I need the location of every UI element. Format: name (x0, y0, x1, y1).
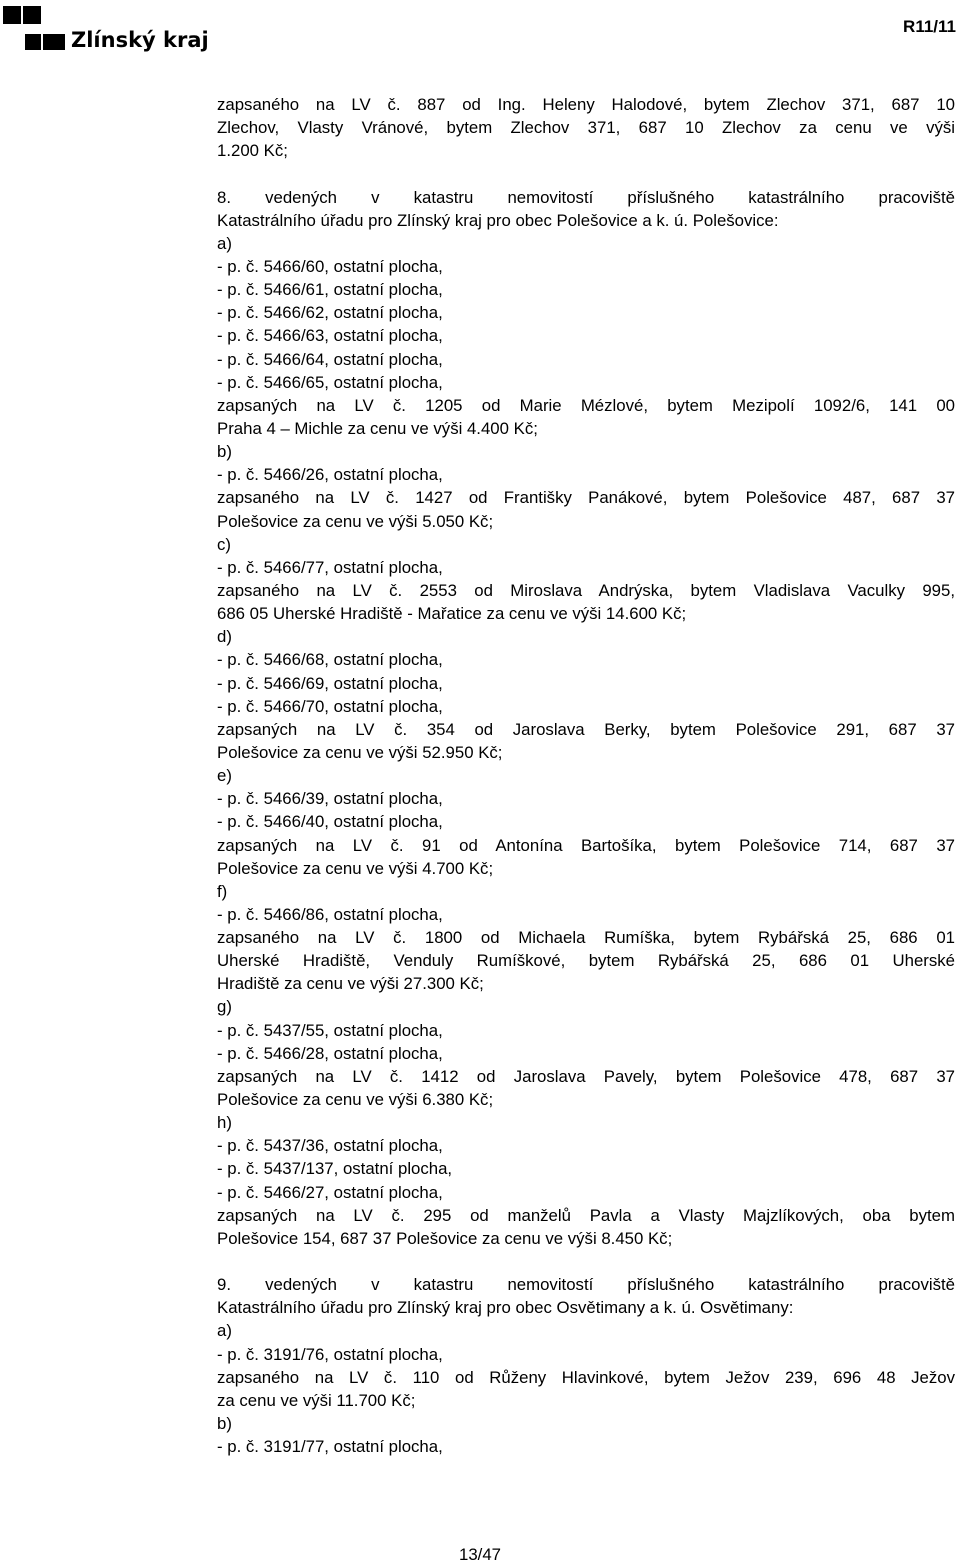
text-line: - p. č. 5466/68, ostatní plocha, (217, 650, 443, 670)
blank-line (217, 1250, 955, 1273)
text-line: - p. č. 5466/61, ostatní plocha, (217, 280, 443, 300)
text-line: 686 05 Uherské Hradiště - Mařatice za cenu ve výši 14.600 Kč; (217, 604, 687, 624)
text-line: Polešovice za cenu ve výši 4.700 Kč; (217, 858, 494, 878)
text-line: e) (217, 766, 232, 786)
text-line: Polešovice za cenu ve výši 52.950 Kč; (217, 742, 503, 762)
text-line: d) (217, 627, 232, 647)
text-line: 1.200 Kč; (217, 141, 288, 161)
document-body (217, 93, 955, 1458)
document-id: R11/11 (903, 17, 956, 36)
text-line: - p. č. 5466/86, ostatní plocha, (217, 904, 443, 924)
text-line: - p. č. 5437/55, ostatní plocha, (217, 1020, 443, 1040)
text-line: h) (217, 1113, 232, 1133)
text-line: - p. č. 5466/62, ostatní plocha, (217, 303, 443, 323)
text-line: a) (217, 233, 232, 253)
text-line: - p. č. 5466/63, ostatní plocha, (217, 326, 443, 346)
text-line: c) (217, 534, 231, 554)
text-line: - p. č. 5466/65, ostatní plocha, (217, 372, 443, 392)
text-line: Uherské Hradiště, Venduly Rumíškové, bytem Rybářská 25, 686 01 Uherské (217, 951, 955, 971)
text-line: - p. č. 3191/76, ostatní plocha, (217, 1344, 443, 1364)
text-line: - p. č. 5466/64, ostatní plocha, (217, 349, 443, 369)
text-line: zapsaného na LV č. 2553 od Miroslava Andrýska, bytem Vladislava Vaculky 995, (217, 580, 955, 600)
logo-squares-icon (3, 6, 67, 54)
text-line: Zlechov, Vlasty Vránové, bytem Zlechov 371, 687 10 Zlechov za cenu ve výši (217, 118, 955, 138)
text-line: - p. č. 5437/137, ostatní plocha, (217, 1159, 453, 1179)
text-line: - p. č. 5466/70, ostatní plocha, (217, 696, 443, 716)
text-line: Polešovice 154, 687 37 Polešovice za cenu ve výši 8.450 Kč; (217, 1228, 673, 1248)
text-line: a) (217, 1321, 232, 1341)
text-line: - p. č. 5466/69, ostatní plocha, (217, 673, 443, 693)
blank-line (217, 162, 955, 185)
text-line: zapsaného na LV č. 1800 od Michaela Rumíška, bytem Rybářská 25, 686 01 (217, 928, 955, 948)
zlinsky-kraj-logo (3, 6, 209, 54)
text-line: Polešovice za cenu ve výši 6.380 Kč; (217, 1090, 494, 1110)
text-line: - p. č. 5466/28, ostatní plocha, (217, 1043, 443, 1063)
text-line: zapsaného na LV č. 887 od Ing. Heleny Halodové, bytem Zlechov 371, 687 10 (217, 95, 955, 114)
text-line: zapsaných na LV č. 1205 od Marie Mézlové, bytem Mezipolí 1092/6, 141 00 (217, 395, 955, 415)
text-line: - p. č. 5437/36, ostatní plocha, (217, 1136, 443, 1156)
text-line: zapsaných na LV č. 354 od Jaroslava Berky, bytem Polešovice 291, 687 37 (217, 719, 955, 739)
text-line: 8. vedených v katastru nemovitostí příslušného katastrálního pracoviště (217, 187, 955, 207)
text-line: - p. č. 5466/60, ostatní plocha, (217, 256, 443, 276)
text-line: zapsaného na LV č. 110 od Růženy Hlavinkové, bytem Ježov 239, 696 48 Ježov (217, 1367, 955, 1387)
page-number: 13/47 (459, 1545, 501, 1564)
text-line: za cenu ve výši 11.700 Kč; (217, 1390, 416, 1410)
text-line: zapsaných na LV č. 91 od Antonína Bartošíka, bytem Polešovice 714, 687 37 (217, 835, 955, 855)
text-line: b) (217, 1414, 232, 1434)
text-line: Polešovice za cenu ve výši 5.050 Kč; (217, 511, 494, 531)
text-line: - p. č. 5466/27, ostatní plocha, (217, 1182, 443, 1202)
text-line: zapsaných na LV č. 295 od manželů Pavla a Vlasty Majzlíkových, oba bytem (217, 1205, 955, 1225)
text-line: g) (217, 997, 232, 1017)
text-line: Hradiště za cenu ve výši 27.300 Kč; (217, 974, 484, 994)
text-line: b) (217, 442, 232, 462)
text-line: - p. č. 5466/26, ostatní plocha, (217, 465, 443, 485)
text-line: Katastrálního úřadu pro Zlínský kraj pro obec Polešovice a k. ú. Polešovice: (217, 210, 779, 230)
text-line: - p. č. 3191/77, ostatní plocha, (217, 1437, 443, 1457)
text-line: - p. č. 5466/39, ostatní plocha, (217, 789, 443, 809)
text-line: 9. vedených v katastru nemovitostí příslušného katastrálního pracoviště (217, 1275, 955, 1295)
text-line: - p. č. 5466/77, ostatní plocha, (217, 557, 443, 577)
text-line: f) (217, 881, 228, 901)
text-line: - p. č. 5466/40, ostatní plocha, (217, 812, 443, 832)
logo-text: Zlínský kraj (71, 28, 209, 52)
text-line: zapsaného na LV č. 1427 od Františky Panákové, bytem Polešovice 487, 687 37 (217, 488, 955, 508)
text-line: Katastrálního úřadu pro Zlínský kraj pro obec Osvětimany a k. ú. Osvětimany: (217, 1298, 794, 1318)
text-line: zapsaných na LV č. 1412 od Jaroslava Pavely, bytem Polešovice 478, 687 37 (217, 1066, 955, 1086)
text-line: Praha 4 – Michle za cenu ve výši 4.400 Kč; (217, 418, 538, 438)
